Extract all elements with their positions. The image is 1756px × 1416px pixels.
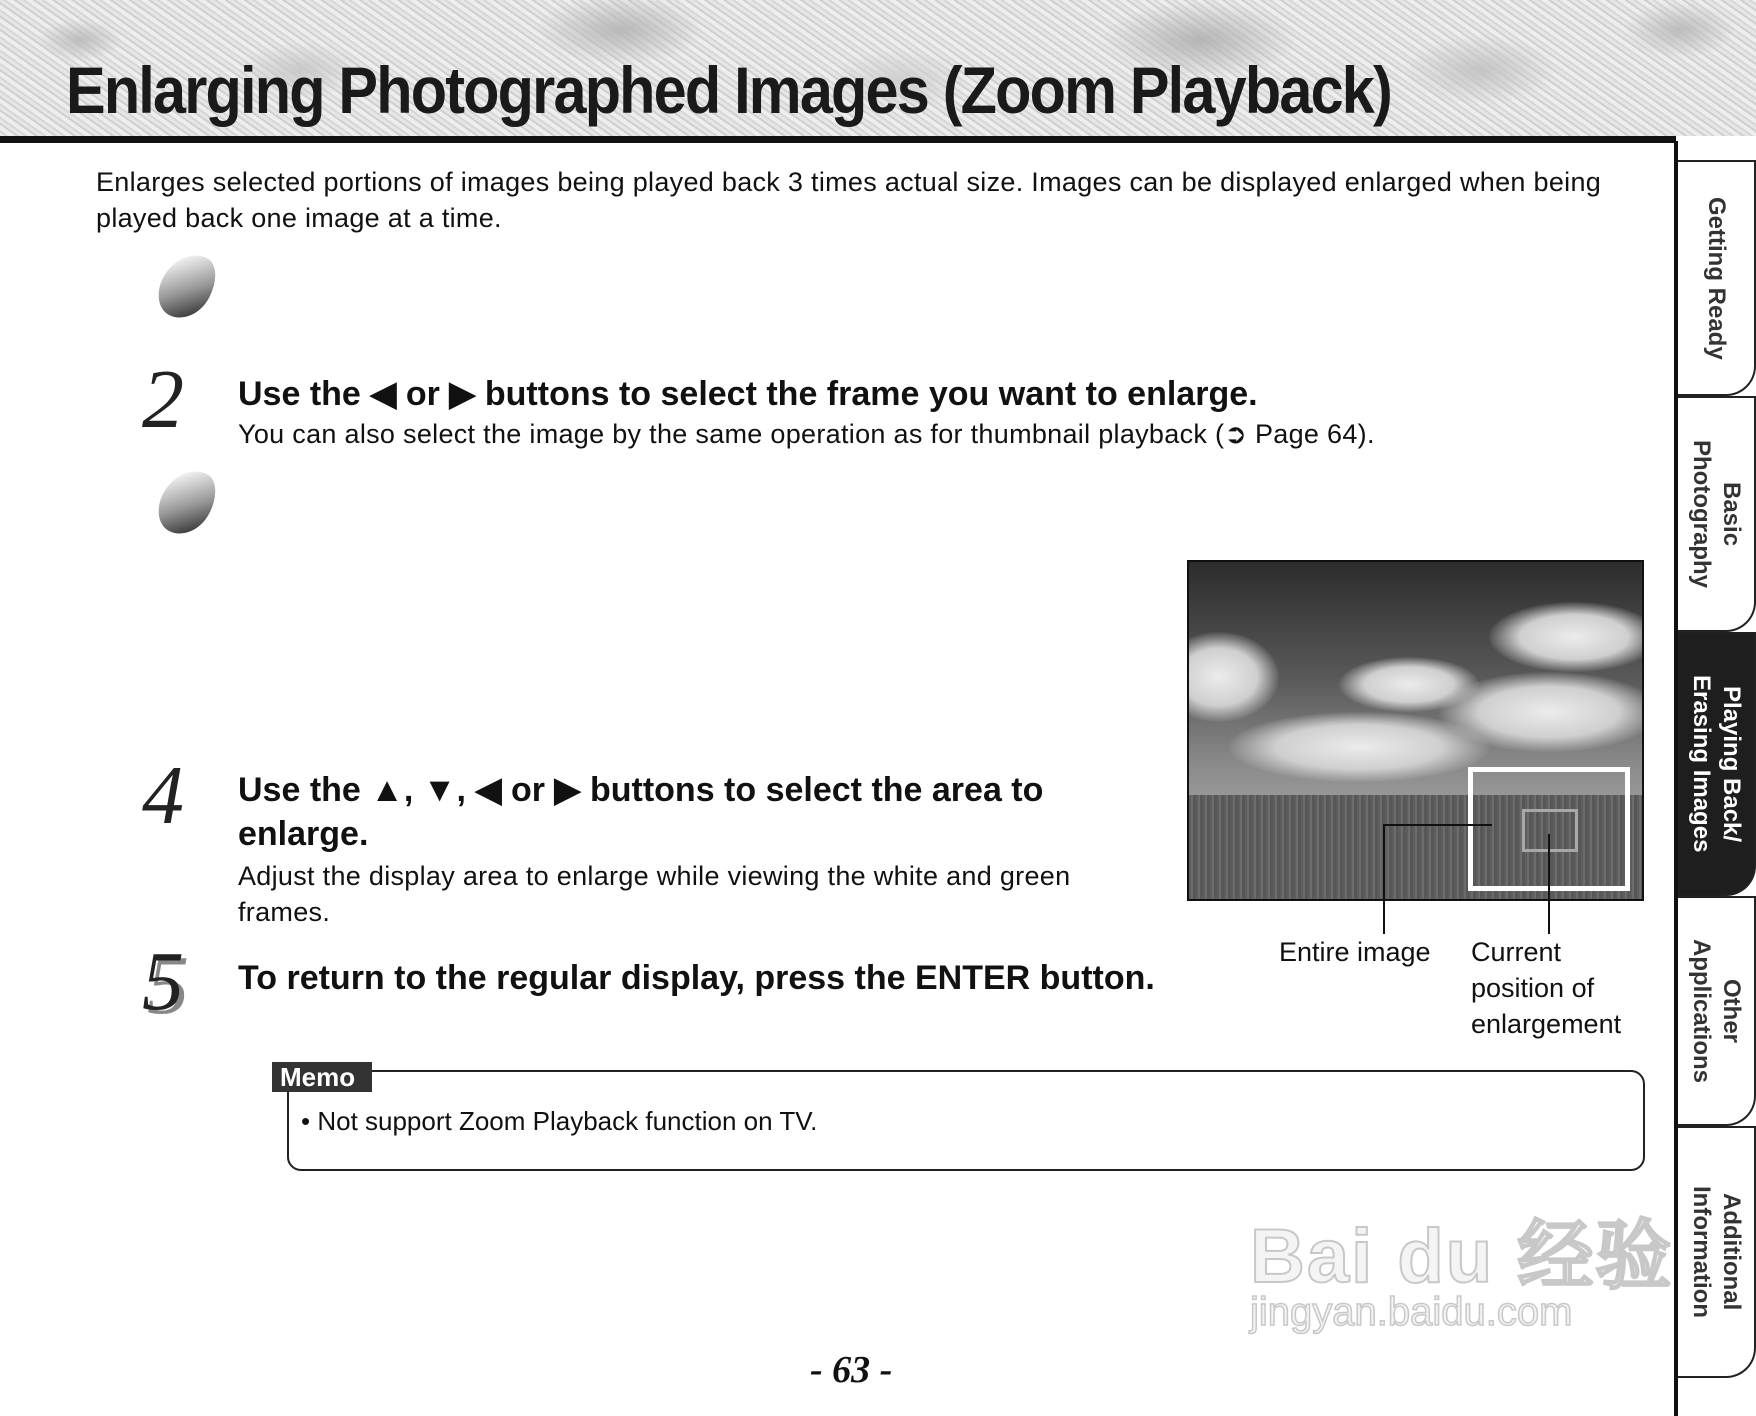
tab-label: Getting Ready bbox=[1703, 196, 1730, 360]
step-2-number: 2 bbox=[142, 353, 184, 446]
intro-paragraph: Enlarges selected portions of images being played back 3 times actual size. Images can be displayed enlarged when being played back one image at a time. bbox=[96, 167, 1602, 233]
zoom-playback-photo bbox=[1187, 560, 1644, 901]
memo-label: Memo bbox=[272, 1062, 372, 1092]
cloud-shape bbox=[1187, 632, 1279, 722]
step-4-heading-line1: Use the ▲, ▼, ◀ or ▶ buttons to select the area to bbox=[238, 771, 1044, 809]
tab-getting-ready[interactable] bbox=[1678, 160, 1756, 396]
step-4-heading-line2: enlarge. bbox=[238, 815, 369, 853]
header-rule bbox=[0, 136, 1676, 143]
cloud-shape bbox=[1489, 602, 1644, 672]
memo-item: • Not support Zoom Playback function on TV. bbox=[301, 1106, 818, 1136]
page-title: Enlarging Photographed Images (Zoom Playback) bbox=[66, 53, 1392, 127]
leader-line-current-vertical bbox=[1548, 834, 1550, 934]
step-4-body-line1: Adjust the display area to enlarge while viewing the white and green bbox=[238, 861, 1071, 891]
enlargement-position-frame bbox=[1522, 809, 1578, 852]
caption-current-line1: Current bbox=[1471, 937, 1562, 967]
watermark-logo: Bai du 经验 bbox=[1250, 1214, 1674, 1299]
step-4-number: 4 bbox=[142, 749, 184, 842]
caption-current-line2: position of bbox=[1471, 973, 1595, 1003]
tab-label: Additional Information bbox=[1688, 1186, 1745, 1318]
step-5-heading: To return to the regular display, press the ENTER button. bbox=[238, 959, 1155, 997]
page-number: - 63 - bbox=[810, 1349, 893, 1391]
tab-playing-back-erasing[interactable] bbox=[1678, 632, 1756, 896]
caption-current-line3: enlargement bbox=[1471, 1009, 1622, 1039]
step-3-blob-icon bbox=[149, 460, 225, 544]
tab-basic-photography[interactable] bbox=[1678, 396, 1756, 632]
step-2-body: You can also select the image by the same operation as for thumbnail playback (➲ Page 64). bbox=[238, 419, 1375, 449]
leader-line-entire-vertical bbox=[1383, 824, 1385, 934]
caption-entire-image: Entire image bbox=[1279, 937, 1431, 967]
leader-line-entire-horizontal bbox=[1383, 824, 1492, 826]
tab-label: Basic Photography bbox=[1688, 440, 1745, 588]
tab-other-applications[interactable] bbox=[1678, 896, 1756, 1126]
tab-additional-information[interactable] bbox=[1678, 1126, 1756, 1378]
step-4-body-line2: frames. bbox=[238, 897, 331, 927]
step-2-heading: Use the ◀ or ▶ buttons to select the frame you want to enlarge. bbox=[238, 375, 1258, 413]
tab-label: Playing Back/ Erasing Images bbox=[1688, 675, 1745, 853]
tab-label: Other Applications bbox=[1688, 938, 1745, 1083]
step-5-number: 5 bbox=[142, 935, 184, 1028]
cloud-shape bbox=[1339, 657, 1479, 712]
watermark-url: jingyan.baidu.com bbox=[1250, 1290, 1573, 1334]
step-1-blob-icon bbox=[149, 244, 225, 328]
